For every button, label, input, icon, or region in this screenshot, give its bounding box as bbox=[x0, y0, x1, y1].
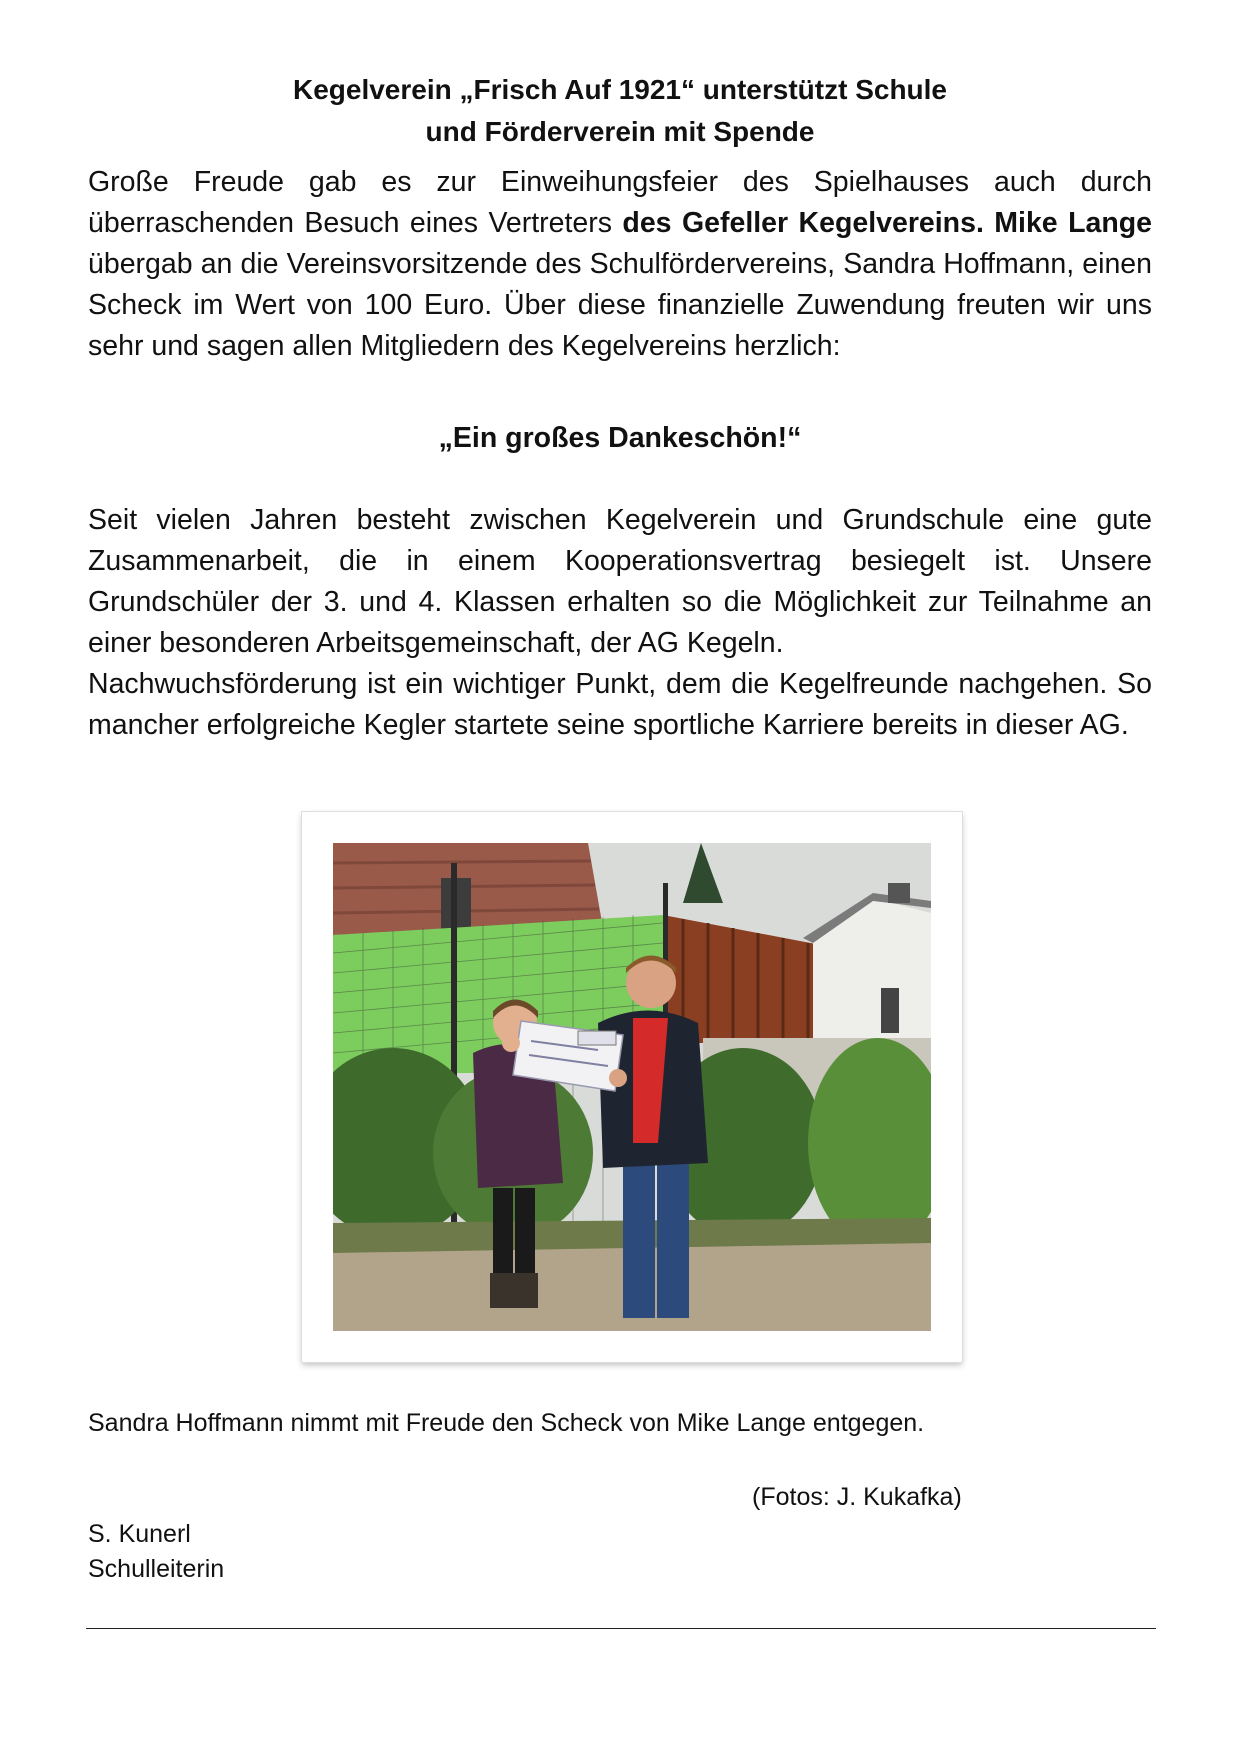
signature-name: S. Kunerl bbox=[88, 1520, 191, 1548]
paragraph-2-text-a: Seit vielen Jahren besteht zwischen Kegelverein und Grundschule eine gute Zusammenarbeit, die in einem Kooperationsvertrag besiegelt ist. Unsere Grundschüler der 3. und 4. Klassen erhalten so die Möglichkeit zur Teilnahme an einer besonderen Arbeitsgemeinschaft, der AG Kegeln. bbox=[88, 504, 1152, 659]
paragraph-1-text-a: Große Freude gab es zur Einweihungsfeier des Spielhauses auch durch überraschenden Besuch eines Vertreters bbox=[88, 166, 1152, 239]
check-handover-photo bbox=[333, 843, 931, 1331]
footer-divider bbox=[86, 1628, 1156, 1629]
title-line-2: und Förderverein mit Spende bbox=[425, 116, 815, 147]
paragraph-2-text-b: Nachwuchsförderung ist ein wichtiger Punkt, dem die Kegelfreunde nachgehen. So mancher erfolgreiche Kegler startete seine sportliche Karriere bereits in dieser AG. bbox=[88, 668, 1152, 741]
photo-frame bbox=[302, 812, 962, 1362]
signature-block bbox=[88, 1517, 224, 1587]
paragraph-1-text-b: übergab an die Vereinsvorsitzende des Schulfördervereins, Sandra Hoffmann, einen Scheck im Wert von 100 Euro. Über diese finanzielle Zuwendung freuten wir uns sehr und sagen allen Mitgliedern des Kegelvereins herzlich: bbox=[88, 248, 1152, 362]
thanks-line: „Ein großes Dankeschön!“ bbox=[438, 422, 802, 454]
photo-caption: Sandra Hoffmann nimmt mit Freude den Scheck von Mike Lange entgegen. bbox=[88, 1409, 925, 1437]
paragraph-1-bold: des Gefeller Kegelvereins. Mike Lange bbox=[622, 207, 1152, 239]
paragraph-donation bbox=[88, 162, 1152, 367]
title-line-1: Kegelverein „Frisch Auf 1921“ unterstützt Schule bbox=[292, 74, 948, 105]
signature-role: Schulleiterin bbox=[88, 1555, 225, 1583]
paragraph-cooperation bbox=[88, 500, 1152, 746]
article-title bbox=[88, 69, 1152, 153]
photo-credit: (Fotos: J. Kukafka) bbox=[752, 1483, 962, 1511]
